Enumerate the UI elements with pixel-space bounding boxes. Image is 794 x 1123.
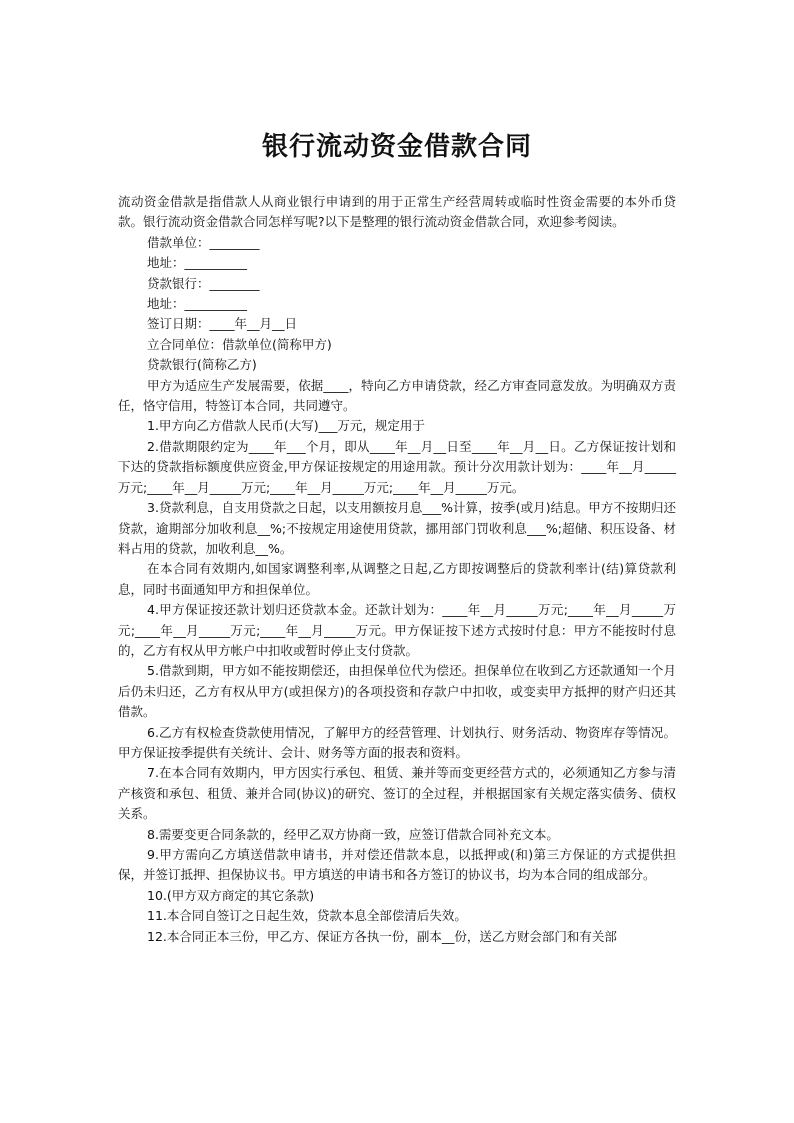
clause-1: 1.甲方向乙方借款人民币(大写)___万元，规定用于 [147,418,425,434]
party-b-line: 贷款银行(简称乙方) [147,357,257,373]
preamble-paragraph: 甲方为适应生产发展需要，依据____，特向乙方申请贷款，经乙方审查同意发放。为明确双方责任，恪守信用，特签订本合同，共同遵守。 [118,377,676,414]
clause-12: 12.本合同正本三份，甲乙方、保证方各执一份，副本__份，送乙方财会部门和有关部 [147,928,617,944]
clause-5: 5.借款到期，甲方如不能按期偿还，由担保单位代为偿还。担保单位在收到乙方还款通知一个月后仍未归还，乙方有权从甲方(或担保方)的各项投资和存款户中扣收，或变卖甲方抵押的财产归还其借款。 [118,663,676,720]
sign-date-line: 签订日期：____年__月__日 [147,316,298,332]
borrower-address-line: 地址：__________ [147,255,248,271]
borrower-line: 借款单位：________ [147,234,260,250]
document-body [118,192,676,947]
lender-address-line: 地址：__________ [147,296,248,312]
clause-2: 2.借款期限约定为____年___个月，即从____年__月__日至____年__月__日。乙方保证按计划和下达的贷款指标额度供应资金,甲方保证按规定的用途用款。预计分次用款计划为：____年__月_____万元;____年__月_____万元;____年__月_____万元;____年__月_____万元。 [118,438,676,495]
lender-line: 贷款银行：________ [147,275,260,291]
party-a-line: 立合同单位：借款单位(简称甲方) [147,336,332,352]
clause-6: 6.乙方有权检查贷款使用情况，了解甲方的经营管理、计划执行、财务活动、物资库存等情况。甲方保证按季提供有关统计、会计、财务等方面的报表和资料。 [118,724,676,760]
clause-8: 8.需要变更合同条款的，经甲乙双方协商一致，应签订借款合同补充文本。 [147,826,559,842]
clause-4: 4.甲方保证按还款计划归还贷款本金。还款计划为：____年__月_____万元;____年__月_____万元;____年__月_____万元;____年__月_____万元。甲方保证按下述方式按时付息：甲方不能按时付息的，乙方有权从甲方帐户中扣收或暂时停止支付贷款。 [118,602,676,658]
clause-10: 10.(甲方双方商定的其它条款) [147,887,315,903]
clause-3: 3.贷款利息，自支用贷款之日起，以支用额按月息___%计算，按季(或月)结息。甲方不按期归还贷款，逾期部分加收利息__%;不按规定用途使用贷款，挪用部门罚收利息___%;超储、积压设备、材料占用的贷款，加收利息__%。 [118,500,676,556]
intro-paragraph: 流动资金借款是指借款人从商业银行申请到的用于正常生产经营周转或临时性资金需要的本外币贷款。银行流动资金借款合同怎样写呢?以下是整理的银行流动资金借款合同，欢迎参考阅读。 [118,194,676,230]
clause-7: 7.在本合同有效期内，甲方因实行承包、租赁、兼并等而变更经营方式的，必须通知乙方参与清产核资和承包、租赁、兼并合同(协议)的研究、签订的全过程，并根据国家有关规定落实债务、债权关系。 [118,765,676,822]
document-title: 银行流动资金借款合同 [261,132,532,162]
clause-9: 9.甲方需向乙方填送借款申请书，并对偿还借款本息，以抵押或(和)第三方保证的方式提供担保，并签订抵押、担保协议书。甲方填送的申请书和各方签订的协议书，均为本合同的组成部分。 [118,847,676,883]
clause-3-supplement: 在本合同有效期内,如国家调整利率,从调整之日起,乙方即按调整后的贷款利率计(结)算贷款利息，同时书面通知甲方和担保单位。 [118,561,676,597]
clause-11: 11.本合同自签订之日起生效，贷款本息全部偿清后失效。 [147,908,467,924]
